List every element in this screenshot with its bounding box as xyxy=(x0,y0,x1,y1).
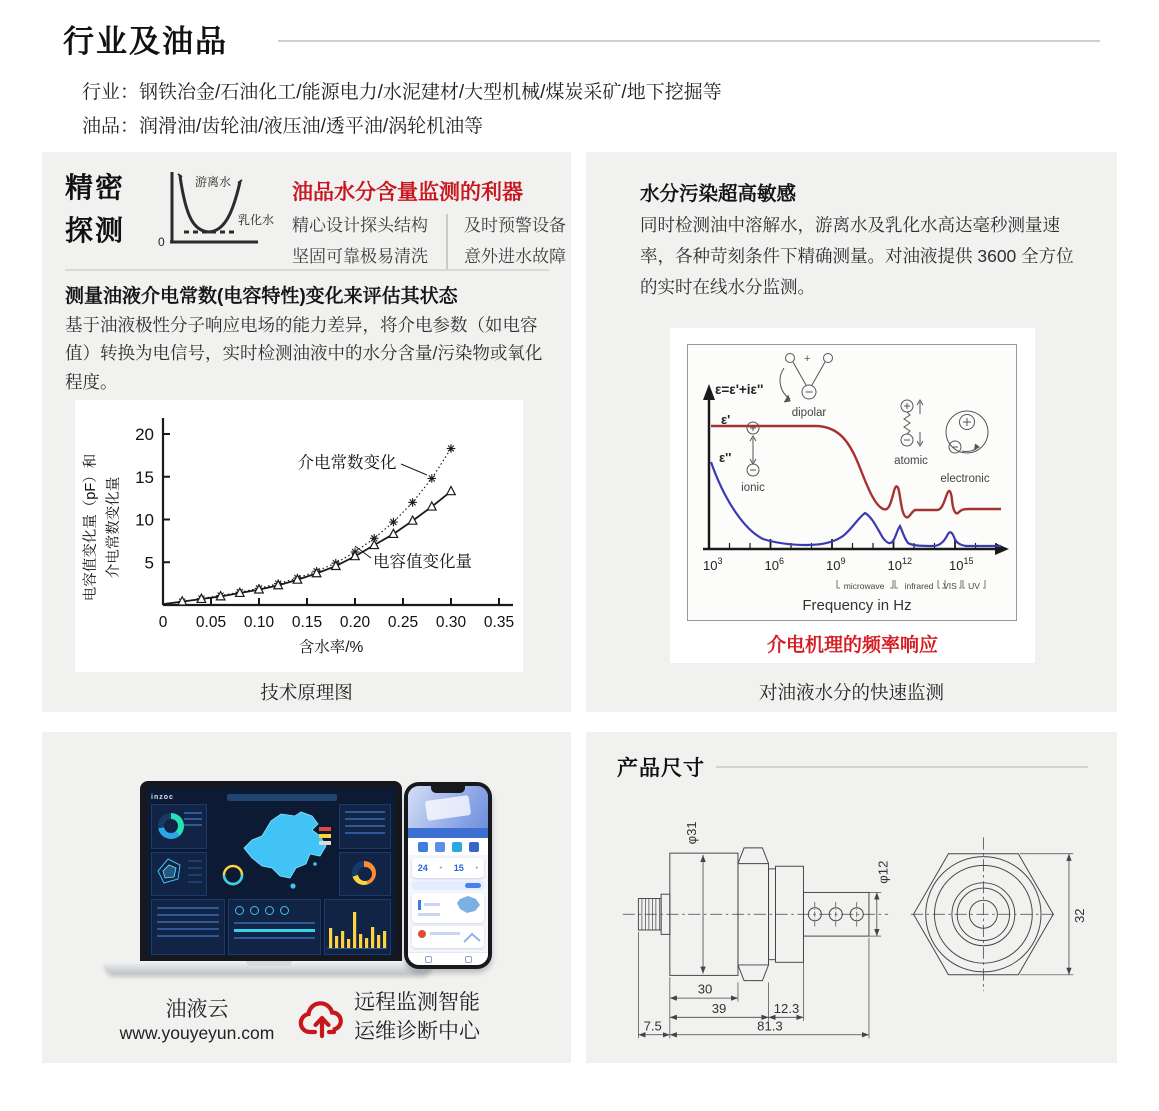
title-divider xyxy=(278,40,1100,42)
dim-7-5: 7.5 xyxy=(643,1018,662,1034)
badge-line-2: 探测 xyxy=(65,215,126,247)
emulsified-water-label: 乳化水 xyxy=(238,213,274,227)
principle-chart xyxy=(75,400,523,672)
phone-stats-card: 24 ● 15 ● xyxy=(412,858,484,878)
freq-tick-label: $10^{12}$ xyxy=(887,556,912,573)
dashboard-donut-panel xyxy=(151,804,207,849)
feature-item: 及时预警设备 xyxy=(464,216,566,235)
band-uv: UV xyxy=(968,581,980,591)
brand-name: 油液云 xyxy=(165,998,229,1021)
dimensions-heading: 产品尺寸 xyxy=(617,757,705,780)
dashboard-table-panel xyxy=(151,899,225,955)
phone-app-image xyxy=(404,782,492,969)
frequency-response-figure xyxy=(670,328,1035,663)
oil-line xyxy=(82,111,483,138)
industry-label: 行业： xyxy=(82,82,140,103)
svg-text:介电常数变化: 介电常数变化 xyxy=(297,454,397,472)
cloud-platform-panel xyxy=(42,732,571,1063)
page-title: 行业及油品 xyxy=(63,24,228,59)
donut-chart xyxy=(158,813,184,839)
freq-tick-label: $10^3$ xyxy=(703,556,723,573)
dim-30: 30 xyxy=(697,981,713,997)
sensitivity-heading: 水分污染超高敏感 xyxy=(640,183,797,205)
svg-text:0.25: 0.25 xyxy=(387,614,419,631)
electronic-label: electronic xyxy=(940,473,990,485)
ionic-label: ionic xyxy=(741,482,765,494)
freq-caption-red: 介电机理的频率响应 xyxy=(766,635,938,656)
svg-text:0.15: 0.15 xyxy=(291,614,323,631)
laptop-logo: inzoc xyxy=(151,794,174,801)
freq-tick-label: $10^9$ xyxy=(826,556,846,573)
dim-81-3: 81.3 xyxy=(757,1018,783,1034)
section-divider xyxy=(65,269,549,271)
water-sensitivity-panel xyxy=(586,152,1117,712)
china-map-graphic xyxy=(210,804,336,896)
industry-line xyxy=(82,77,722,104)
dashboard-bar-chart xyxy=(324,899,391,955)
service-description xyxy=(354,989,480,1047)
cloud-upload-icon xyxy=(296,996,348,1044)
dim-12-3: 12.3 xyxy=(773,1000,800,1016)
dashboard-title-bar xyxy=(227,794,337,801)
feature-item: 精心设计探头结构 xyxy=(292,216,428,235)
laptop-dashboard-image xyxy=(140,781,402,963)
dipolar-label: dipolar xyxy=(791,407,827,419)
epsilon-imag-label: ε'' xyxy=(719,450,732,465)
phone-tip-bar xyxy=(412,881,484,890)
water-curve-icon xyxy=(154,166,274,254)
dielectric-section-heading: 测量油液介电常数(电容特性)变化来评估其状态 xyxy=(65,286,458,307)
svg-text:20: 20 xyxy=(135,425,154,444)
band-infrared: infrared xyxy=(904,581,934,591)
feature-item: 意外进水故障 xyxy=(464,247,566,267)
product-dimensions-panel xyxy=(586,732,1117,1063)
industry-value: 钢铁冶金/石油化工/能源电力/水泥建材/大型机械/煤炭采矿/地下挖掘等 xyxy=(139,82,722,103)
feature-list xyxy=(292,210,566,273)
dim-32: 32 xyxy=(1071,908,1087,923)
dashboard-orange-donut-panel xyxy=(339,852,391,897)
frequency-response-chart xyxy=(687,344,1017,621)
epsilon-real-label: ε' xyxy=(721,412,731,427)
stat-offline-count: 15 xyxy=(453,863,464,873)
freq-tick-label: $10^{15}$ xyxy=(949,556,974,573)
precision-badge xyxy=(65,166,125,253)
stat-online-count: 24 xyxy=(417,863,428,873)
svg-text:0.10: 0.10 xyxy=(243,614,275,631)
precision-detection-panel xyxy=(42,152,571,712)
feature-divider xyxy=(446,214,448,269)
phone-notch xyxy=(431,786,465,793)
service-line-2: 运维诊断中心 xyxy=(354,1019,480,1043)
dashboard-radar-panel xyxy=(151,852,207,897)
dim-phi12: φ12 xyxy=(875,860,891,884)
svg-text:+: + xyxy=(804,353,811,365)
dielectric-section-body: 基于油液极性分子响应电场的能力差异，将介电参数（如电容值）转换为电信号，实时检测油液中的水分含量/污染物或氧化程度。 xyxy=(65,315,543,392)
dashboard-status-panel xyxy=(228,899,321,955)
sensitivity-body: 同时检测油中溶解水，游离水及乳化水高达毫秒测量速率，各种苛刻条件下精确测量。对油液提供 3600 全方位的实时在线水分监测。 xyxy=(640,215,1074,298)
svg-text:0.05: 0.05 xyxy=(195,614,227,631)
dim-phi31: φ31 xyxy=(684,821,700,845)
svg-text:含水率/%: 含水率/% xyxy=(298,639,364,656)
svg-text:电容值变化量（pF）和: 电容值变化量（pF）和 xyxy=(83,453,99,602)
permittivity-formula: ε=ε'+iε'' xyxy=(715,382,764,397)
red-headline: 油品水分含量监测的利器 xyxy=(292,181,523,204)
svg-text:介电常数变化量: 介电常数变化量 xyxy=(106,476,122,579)
figure-caption: 对油液水分的快速监测 xyxy=(758,682,944,703)
svg-text:15: 15 xyxy=(135,467,154,487)
oil-label: 油品： xyxy=(82,116,140,137)
svg-text:0.35: 0.35 xyxy=(483,614,515,631)
freq-tick-label: $10^6$ xyxy=(764,556,784,573)
phone-nav-bar xyxy=(408,952,488,965)
badge-line-1: 精密 xyxy=(65,172,126,203)
series-triangle xyxy=(163,491,451,604)
svg-text:5: 5 xyxy=(144,553,154,573)
band-microwave: microwave xyxy=(843,581,885,591)
brand-url: www.youyeyun.com xyxy=(119,1023,275,1043)
svg-text:0.20: 0.20 xyxy=(339,614,371,631)
phone-icon-row xyxy=(408,838,488,855)
laptop-base xyxy=(105,961,432,974)
svg-text:电容值变化量: 电容值变化量 xyxy=(373,553,472,571)
svg-text:0.30: 0.30 xyxy=(435,614,467,631)
free-water-label: 游离水 xyxy=(195,175,232,189)
atomic-label: atomic xyxy=(894,455,928,467)
dim-39: 39 xyxy=(711,1000,727,1016)
figure-caption: 技术原理图 xyxy=(260,682,353,703)
phone-banner xyxy=(408,828,488,838)
band-vis: VIS xyxy=(943,581,957,591)
svg-text:0: 0 xyxy=(158,614,168,631)
oil-value: 润滑油/齿轮油/液压油/透平油/涡轮机油等 xyxy=(139,116,484,137)
principle-chart-figure xyxy=(75,400,523,672)
svg-text:10: 10 xyxy=(135,510,154,530)
dimensions-divider xyxy=(716,766,1088,768)
dashboard-list-panel xyxy=(339,804,391,849)
phone-map-card xyxy=(412,893,484,923)
service-line-1: 远程监测智能 xyxy=(354,991,480,1014)
sensor-technical-drawing xyxy=(594,792,1109,1054)
zero-label: 0 xyxy=(158,235,165,249)
freq-xlabel: Frequency in Hz xyxy=(802,597,912,614)
feature-item: 坚固可靠极易清洗 xyxy=(292,247,428,267)
phone-alert-card xyxy=(412,926,484,948)
